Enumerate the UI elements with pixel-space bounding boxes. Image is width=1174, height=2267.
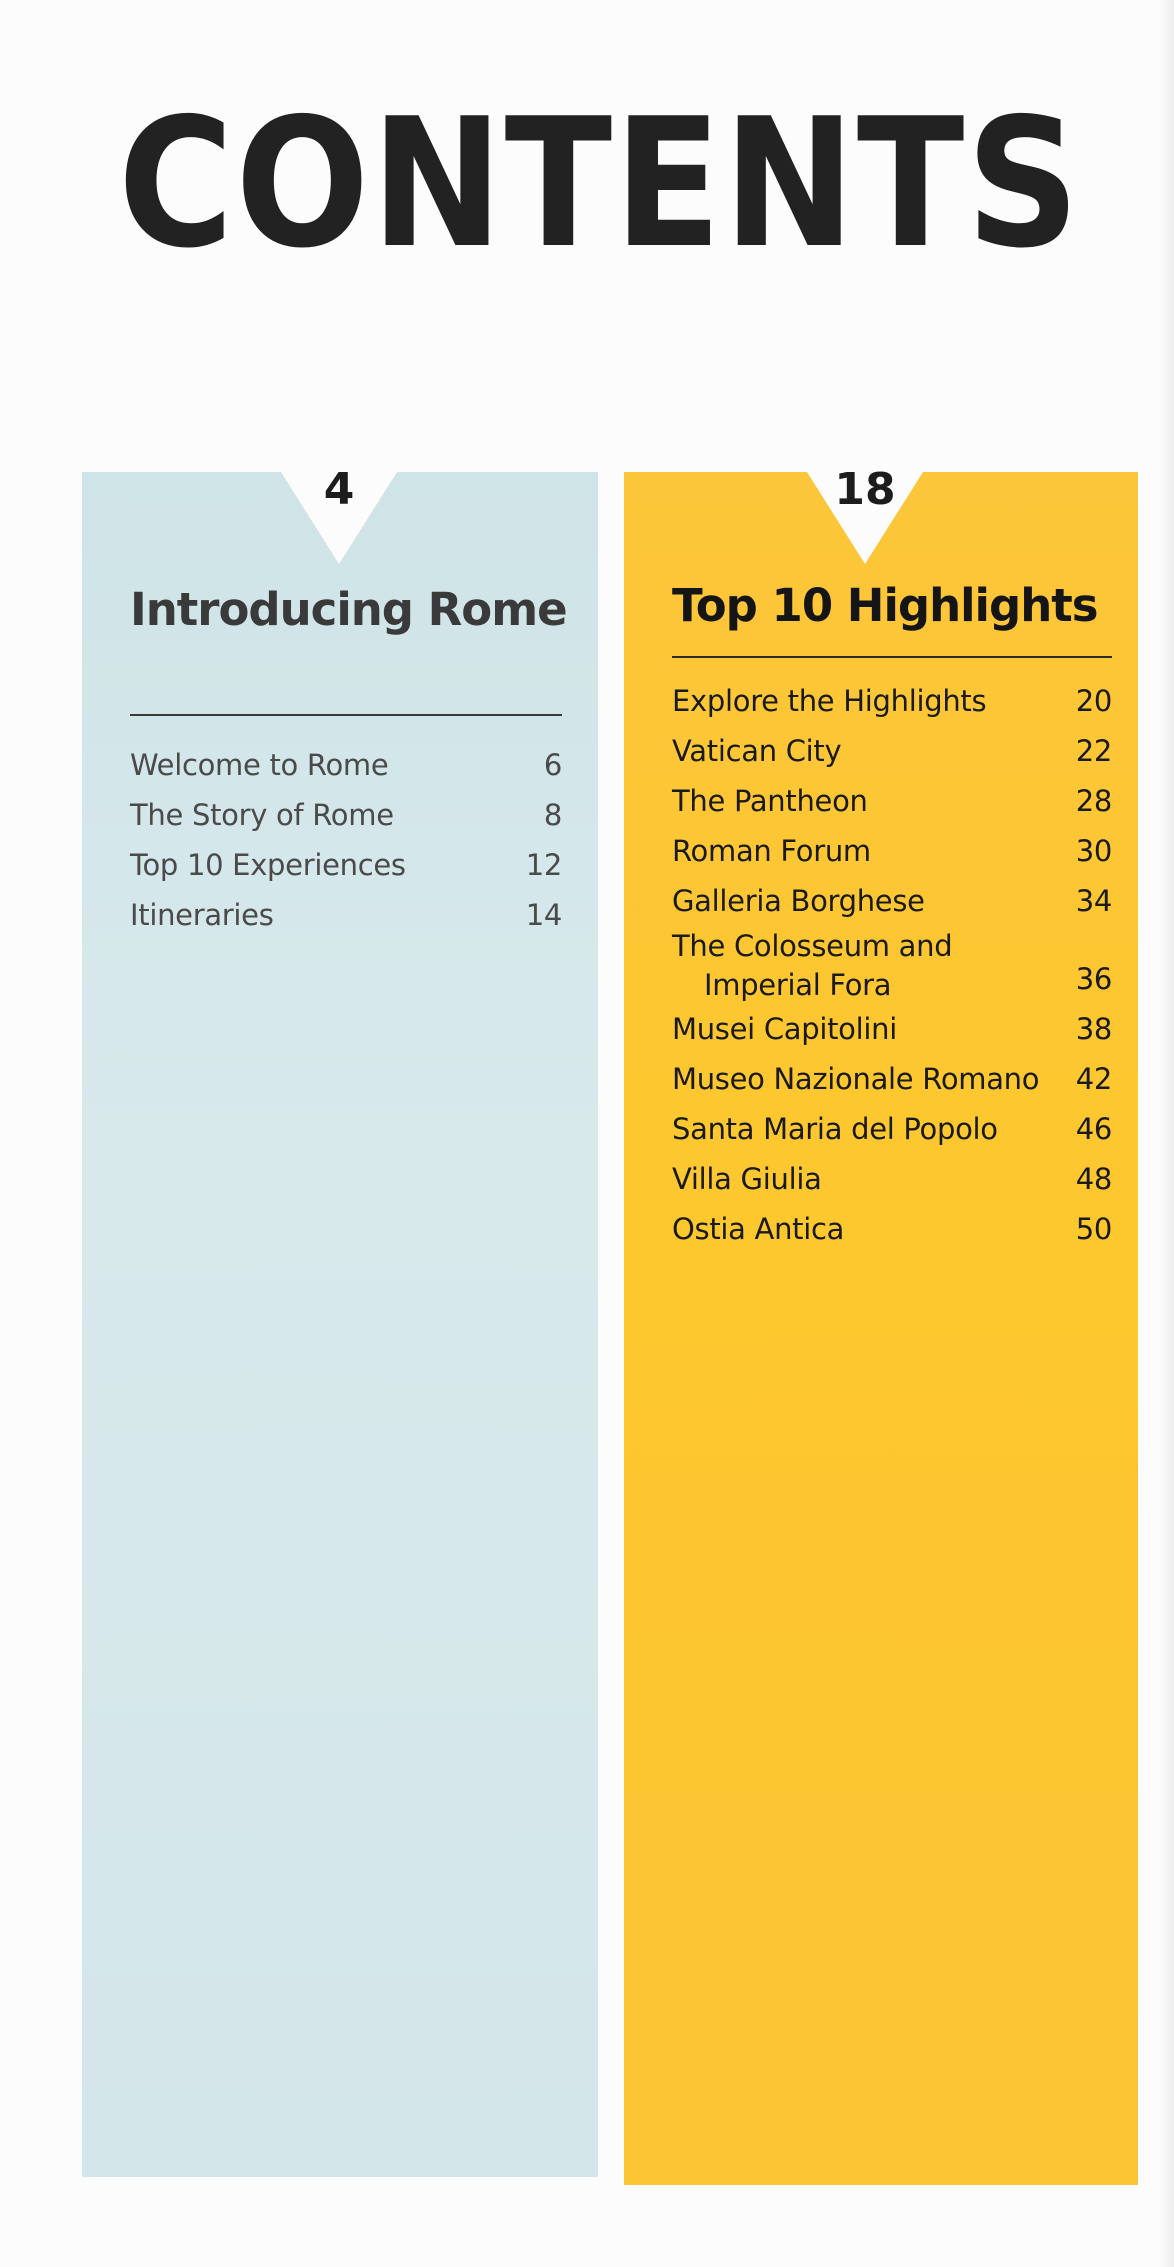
- toc-entry-page: 50: [1075, 1212, 1112, 1246]
- section-page-number: 18: [834, 464, 896, 515]
- toc-entry-explore-the-highlights[interactable]: [672, 676, 1112, 726]
- toc-entry-welcome-to-rome[interactable]: [130, 740, 562, 790]
- section-top-10-highlights: [624, 464, 1138, 2185]
- toc-entry-label: Villa Giulia: [672, 1162, 822, 1196]
- toc-list: [672, 676, 1112, 1254]
- section-title: Introducing Rome: [130, 583, 567, 636]
- toc-entry-galleria-borghese[interactable]: [672, 876, 1112, 926]
- toc-entry-label: [672, 926, 1050, 1004]
- toc-entry-page: 28: [1075, 784, 1112, 818]
- toc-entry-page: 46: [1075, 1112, 1112, 1146]
- toc-entry-vatican-city[interactable]: [672, 726, 1112, 776]
- toc-entry-page: 8: [543, 798, 562, 832]
- toc-entry-label: Ostia Antica: [672, 1212, 845, 1246]
- toc-entry-colosseum-imperial-fora[interactable]: [672, 926, 1112, 1004]
- toc-entry-label: Galleria Borghese: [672, 884, 925, 918]
- toc-entry-page: 14: [525, 898, 562, 932]
- toc-entry-itineraries[interactable]: [130, 890, 562, 940]
- toc-entry-label: Welcome to Rome: [130, 748, 389, 782]
- toc-entry-the-pantheon[interactable]: [672, 776, 1112, 826]
- toc-entry-roman-forum[interactable]: [672, 826, 1112, 876]
- title-rule: [130, 714, 562, 716]
- page-title: CONTENTS: [118, 80, 1082, 287]
- toc-entry-label: The Pantheon: [672, 784, 868, 818]
- toc-entry-page: 38: [1075, 1012, 1112, 1046]
- toc-entry-label: Museo Nazionale Romano: [672, 1062, 1040, 1096]
- toc-entry-label: The Story of Rome: [130, 798, 394, 832]
- toc-entry-label-continuation: Imperial Fora: [704, 968, 892, 1002]
- toc-entry-santa-maria-del-popolo[interactable]: [672, 1104, 1112, 1154]
- toc-entry-page: 34: [1075, 884, 1112, 918]
- toc-entry-musei-capitolini[interactable]: [672, 1004, 1112, 1054]
- toc-entry-label: Vatican City: [672, 734, 842, 768]
- toc-entry-page: 20: [1075, 684, 1112, 718]
- toc-entry-label: Explore the Highlights: [672, 684, 987, 718]
- section-page-number: 4: [323, 464, 355, 515]
- toc-entry-label: Roman Forum: [672, 834, 871, 868]
- toc-entry-ostia-antica[interactable]: [672, 1204, 1112, 1254]
- title-rule: [672, 656, 1112, 658]
- toc-list: [130, 740, 562, 940]
- toc-entry-page: 6: [543, 748, 562, 782]
- toc-entry-page: 12: [525, 848, 562, 882]
- section-title: Top 10 Highlights: [672, 579, 1098, 632]
- toc-entry-label: Top 10 Experiences: [130, 848, 406, 882]
- toc-entry-page: 22: [1075, 734, 1112, 768]
- toc-entry-page: 42: [1075, 1062, 1112, 1096]
- section-introducing-rome: [82, 464, 598, 2177]
- toc-entry-museo-nazionale-romano[interactable]: [672, 1054, 1112, 1104]
- toc-entry-top-10-experiences[interactable]: [130, 840, 562, 890]
- toc-entry-page: 48: [1075, 1162, 1112, 1196]
- toc-entry-page: 30: [1075, 834, 1112, 868]
- toc-entry-label: Itineraries: [130, 898, 274, 932]
- toc-entry-page: 36: [1075, 962, 1112, 996]
- toc-entry-label: Santa Maria del Popolo: [672, 1112, 998, 1146]
- toc-entry-label: Musei Capitolini: [672, 1012, 897, 1046]
- toc-entry-villa-giulia[interactable]: [672, 1154, 1112, 1204]
- page-edge-shadow: [1160, 0, 1174, 2267]
- toc-entry-story-of-rome[interactable]: [130, 790, 562, 840]
- toc-entry-label-line: The Colosseum and: [672, 929, 953, 963]
